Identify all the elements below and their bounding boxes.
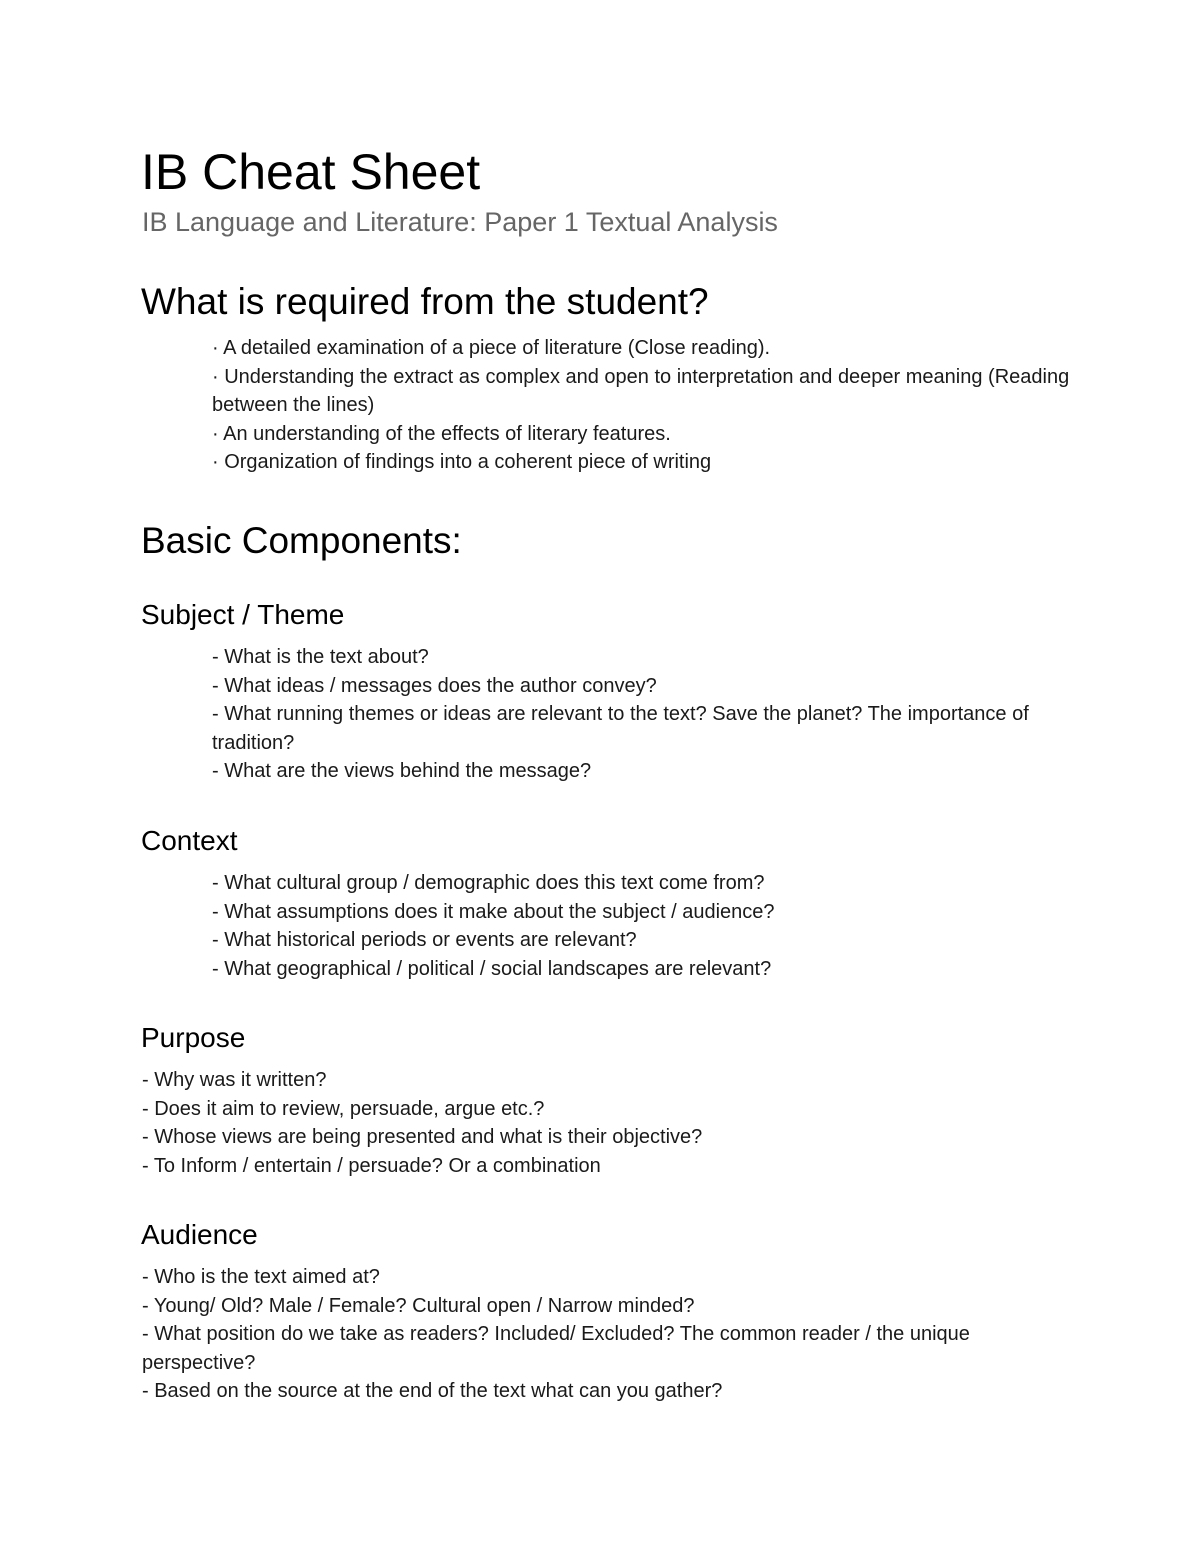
- list-item: - Based on the source at the end of the text what can you gather?: [142, 1380, 723, 1403]
- list-item: · Understanding the extract as complex and open to interpretation and deeper meaning (Reading between the lines): [212, 365, 1070, 417]
- document-title: IB Cheat Sheet: [141, 144, 481, 200]
- context-list: [212, 869, 1072, 983]
- purpose-list: [142, 1066, 1042, 1180]
- context-heading: Context: [141, 825, 238, 856]
- document-subtitle: IB Language and Literature: Paper 1 Textual Analysis: [142, 207, 778, 237]
- list-item: - Young/ Old? Male / Female? Cultural open / Narrow minded?: [142, 1294, 695, 1317]
- list-item: - What is the text about?: [212, 646, 429, 668]
- list-item: - What cultural group / demographic does this text come from?: [212, 872, 765, 894]
- list-item: - Why was it written?: [142, 1069, 327, 1091]
- list-item: - What historical periods or events are relevant?: [212, 929, 637, 952]
- required-heading: What is required from the student?: [141, 281, 709, 322]
- list-item: - Does it aim to review, persuade, argue etc.?: [142, 1097, 545, 1120]
- list-item: - What geographical / political / social landscapes are relevant?: [212, 957, 772, 980]
- list-item: - What position do we take as readers? Included/ Excluded? The common reader / the unique perspective?: [142, 1323, 970, 1374]
- list-item: - What running themes or ideas are relevant to the text? Save the planet? The importance of tradition?: [212, 703, 1029, 754]
- list-item: - To Inform / entertain / persuade? Or a combination: [142, 1154, 601, 1177]
- list-item: - What assumptions does it make about the subject / audience?: [212, 900, 775, 923]
- list-item: · An understanding of the effects of literary features.: [212, 422, 671, 445]
- required-list: [212, 334, 1072, 477]
- audience-heading: Audience: [141, 1219, 258, 1250]
- list-item: - What are the views behind the message?: [212, 760, 592, 783]
- list-item: · A detailed examination of a piece of literature (Close reading).: [212, 337, 771, 359]
- purpose-heading: Purpose: [141, 1022, 246, 1053]
- list-item: - What ideas / messages does the author convey?: [212, 674, 657, 697]
- subject-theme-heading: Subject / Theme: [141, 599, 345, 630]
- subject-theme-list: [212, 643, 1072, 786]
- list-item: - Who is the text aimed at?: [142, 1266, 380, 1288]
- audience-list: [142, 1263, 982, 1406]
- basic-components-heading: Basic Components:: [141, 520, 462, 561]
- list-item: - Whose views are being presented and what is their objective?: [142, 1126, 703, 1149]
- list-item: · Organization of findings into a coherent piece of writing: [212, 451, 712, 474]
